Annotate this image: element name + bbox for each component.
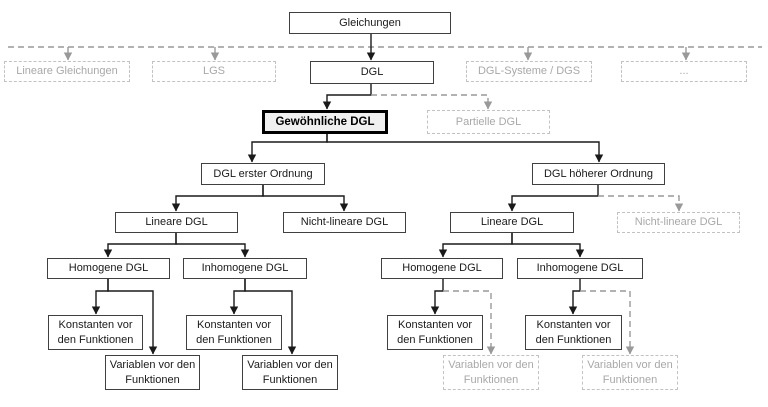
node-dgl-systeme: DGL-Systeme / DGS: [466, 61, 592, 82]
arrowhead-inhomogene-links-to-konstanten: [230, 307, 238, 315]
edge-homogene-links-to-konstanten: [96, 279, 108, 314]
node-konstanten-rechts-2: Konstanten vor den Funktionen: [525, 315, 622, 350]
arrowhead-lineare-rechts-to-inhomogene: [576, 250, 584, 258]
edge-lineare-rechts-to-homogene: [443, 233, 512, 257]
node-partielle-dgl: Partielle DGL: [427, 110, 550, 134]
node-nicht-lineare-dgl-links: Nicht-lineare DGL: [283, 212, 406, 233]
arrowhead-homogene-rechts-to-konstanten: [431, 307, 439, 315]
edge-hoeherer-to-lineare-rechts: [512, 185, 598, 211]
arrowhead-dgl-to-partielle: [484, 102, 492, 110]
arrowhead-gewoehnliche-to-erster-ordnung: [248, 155, 256, 163]
edge-lineare-links-to-homogene: [108, 233, 176, 257]
node-konstanten-links-2: Konstanten vor den Funktionen: [186, 315, 282, 350]
arrowhead-rail-to-lineare-gleichungen: [64, 53, 72, 61]
node-variablen-rechts-1: Variablen vor den Funktionen: [443, 355, 539, 390]
arrowhead-hoeherer-to-lineare-rechts: [508, 204, 516, 212]
arrowhead-inhomogene-rechts-to-variablen: [626, 347, 634, 355]
edge-lineare-links-to-inhomogene: [176, 233, 245, 257]
node-inhomogene-dgl-links: Inhomogene DGL: [183, 258, 307, 279]
arrowhead-erster-to-nicht-lineare-links: [340, 204, 348, 212]
node-homogene-dgl-links: Homogene DGL: [47, 258, 170, 279]
arrowhead-homogene-links-to-variablen: [149, 347, 157, 355]
arrowhead-inhomogene-links-to-variablen: [288, 347, 296, 355]
arrowhead-erster-to-lineare-links: [172, 204, 180, 212]
node-weitere: ...: [621, 61, 747, 82]
edge-inhomogene-rechts-to-konstanten: [573, 279, 580, 314]
node-homogene-dgl-rechts: Homogene DGL: [381, 258, 503, 279]
edge-dgl-to-gewoehnliche: [327, 84, 371, 109]
node-variablen-rechts-2: Variablen vor den Funktionen: [582, 355, 678, 390]
arrowhead-rail-to-dgl-systeme: [524, 53, 532, 61]
edge-gewoehnliche-to-hoeherer-ordnung: [327, 134, 599, 162]
arrowhead-dgl-to-gewoehnliche: [323, 102, 331, 110]
node-lineare-gleichungen: Lineare Gleichungen: [4, 61, 130, 82]
edge-hoeherer-to-nicht-lineare-rechts: [598, 196, 679, 211]
arrowhead-gewoehnliche-to-hoeherer-ordnung: [595, 155, 603, 163]
edge-gewoehnliche-to-erster-ordnung: [252, 134, 327, 162]
arrowhead-hoeherer-to-nicht-lineare-rechts: [675, 204, 683, 212]
node-variablen-links-1: Variablen vor den Funktionen: [105, 355, 200, 390]
edge-erster-to-nicht-lineare-links: [263, 185, 344, 211]
edge-inhomogene-links-to-konstanten: [234, 279, 245, 314]
node-dgl-erster-ordnung: DGL erster Ordnung: [201, 163, 325, 185]
node-dgl-hoeherer-ordnung: DGL höherer Ordnung: [532, 163, 665, 185]
node-gewoehnliche-dgl: Gewöhnliche DGL: [262, 110, 388, 134]
node-gleichungen: Gleichungen: [289, 12, 451, 34]
node-variablen-links-2: Variablen vor den Funktionen: [242, 355, 338, 390]
node-lgs: LGS: [152, 61, 276, 82]
node-lineare-dgl-links: Lineare DGL: [115, 212, 238, 233]
node-konstanten-rechts-1: Konstanten vor den Funktionen: [387, 315, 483, 350]
arrowhead-rail-to-lgs: [211, 53, 219, 61]
arrowhead-lineare-rechts-to-homogene: [439, 250, 447, 258]
arrowhead-lineare-links-to-homogene: [104, 250, 112, 258]
arrowhead-lineare-links-to-inhomogene: [241, 250, 249, 258]
node-lineare-dgl-rechts: Lineare DGL: [450, 212, 574, 233]
arrowhead-gleichungen-to-dgl: [367, 53, 375, 61]
arrowhead-homogene-rechts-to-variablen: [487, 347, 495, 355]
node-dgl: DGL: [310, 61, 434, 84]
arrowhead-rail-to-weitere: [682, 53, 690, 61]
arrowhead-homogene-links-to-konstanten: [92, 307, 100, 315]
node-inhomogene-dgl-rechts: Inhomogene DGL: [517, 258, 643, 279]
edge-lineare-rechts-to-inhomogene: [512, 233, 580, 257]
arrowhead-inhomogene-rechts-to-konstanten: [569, 307, 577, 315]
node-nicht-lineare-dgl-rechts: Nicht-lineare DGL: [617, 212, 740, 233]
edge-dgl-to-partielle: [371, 95, 488, 109]
node-konstanten-links-1: Konstanten vor den Funktionen: [48, 315, 143, 350]
edge-homogene-rechts-to-konstanten: [435, 279, 443, 314]
edge-erster-to-lineare-links: [176, 185, 263, 211]
